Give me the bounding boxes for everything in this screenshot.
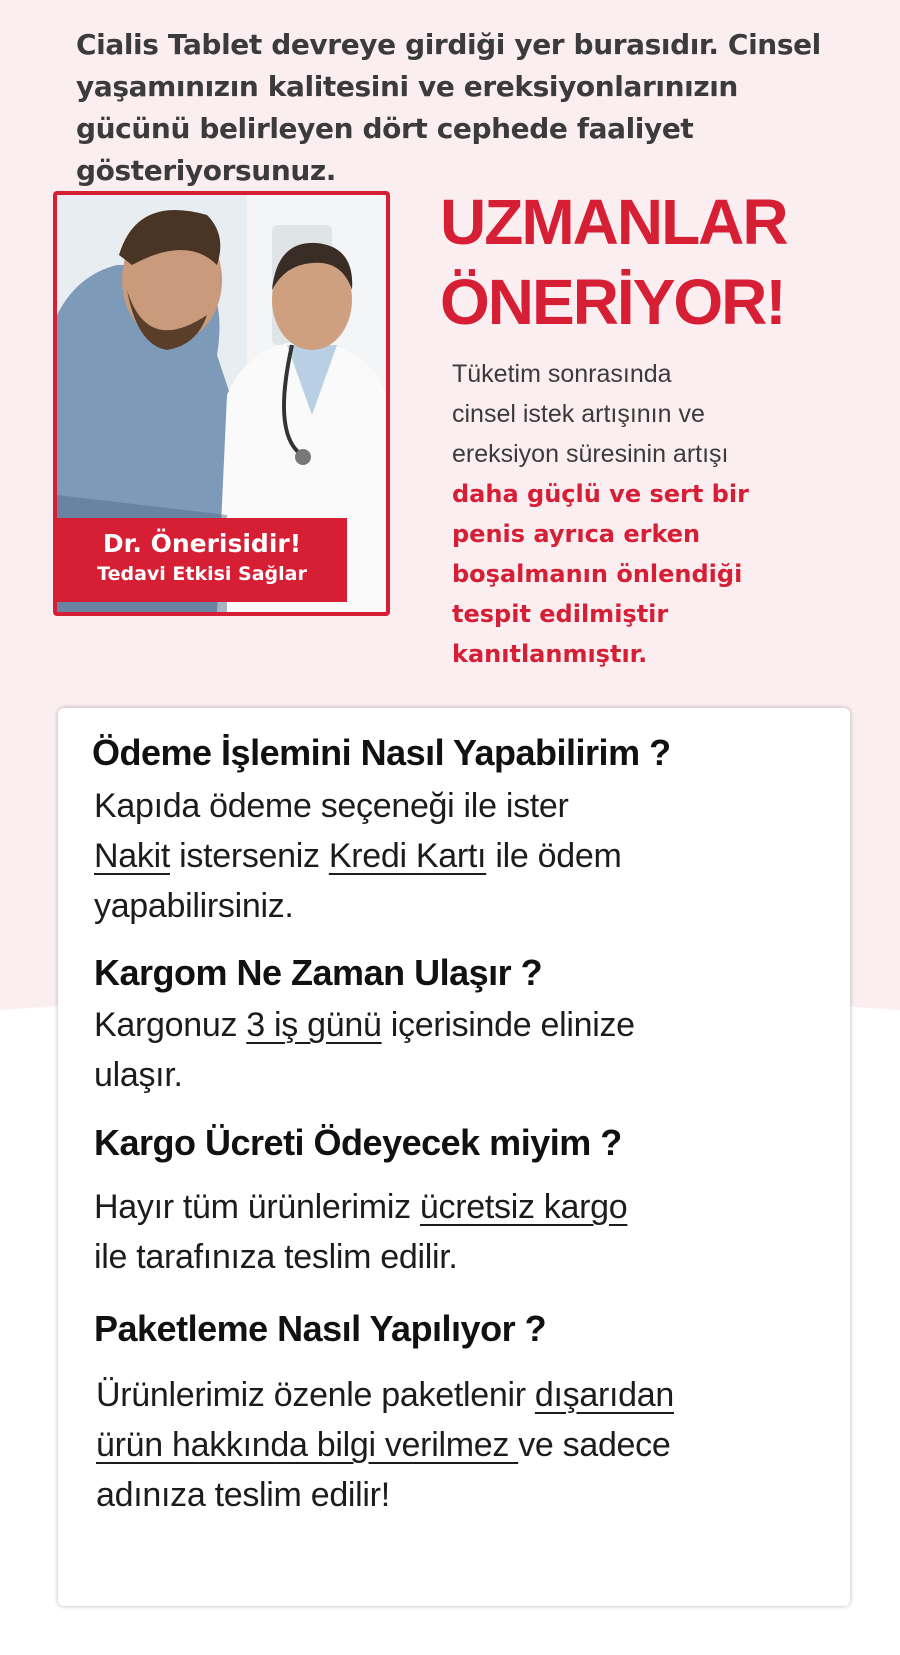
answer-text: ile tarafınıza teslim edilir. bbox=[94, 1238, 458, 1276]
doctor-recommendation-label bbox=[57, 518, 347, 602]
discreet-packaging: ürün hakkında bilgi verilmez bbox=[96, 1426, 519, 1464]
answer-text: ve sadece bbox=[518, 1426, 671, 1464]
faq-answer-delivery-time bbox=[94, 1000, 635, 1100]
experts-description bbox=[452, 354, 882, 674]
answer-text: isterseniz bbox=[169, 837, 329, 875]
highlight-line: boşalmanın önlendiği bbox=[452, 560, 743, 588]
faq-question-packaging: Paketleme Nasıl Yapılıyor ? bbox=[94, 1308, 547, 1349]
answer-text: Hayır tüm ürünlerimiz bbox=[94, 1188, 420, 1226]
answer-text: Kapıda ödeme seçeneği ile ister bbox=[94, 787, 569, 825]
faq-question-payment: Ödeme İşlemini Nasıl Yapabilirim ? bbox=[92, 732, 671, 773]
experts-headline bbox=[440, 182, 880, 342]
free-shipping: ücretsiz kargo bbox=[419, 1188, 628, 1226]
highlight-line: penis ayrıca erken bbox=[452, 520, 701, 548]
highlight-line: tespit edilmiştir bbox=[452, 600, 669, 628]
headline-line-1: UZMANLAR bbox=[440, 186, 787, 258]
doctor-photo-card bbox=[53, 191, 390, 616]
label-subtitle: Tedavi Etkisi Sağlar bbox=[97, 563, 307, 585]
credit-card-option: Kredi Kartı bbox=[328, 837, 487, 875]
faq-question-delivery-time: Kargom Ne Zaman Ulaşır ? bbox=[94, 952, 543, 993]
answer-text: ile ödem bbox=[486, 837, 622, 875]
answer-text: adınıza teslim edilir! bbox=[96, 1476, 390, 1514]
discreet-packaging: dışarıdan bbox=[534, 1376, 674, 1414]
headline-line-2: ÖNERİYOR! bbox=[440, 266, 785, 338]
faq-question-shipping-fee: Kargo Ücreti Ödeyecek miyim ? bbox=[94, 1122, 622, 1163]
description-line: Tüketim sonrasında bbox=[452, 360, 672, 388]
label-title: Dr. Önerisidir! bbox=[102, 529, 302, 558]
answer-text: yapabilirsiniz. bbox=[94, 887, 294, 925]
cash-option: Nakit bbox=[94, 837, 170, 875]
faq-answer-payment bbox=[94, 781, 621, 931]
faq-answer-packaging bbox=[96, 1370, 674, 1520]
description-line: cinsel istek artışının ve bbox=[452, 400, 705, 428]
answer-text: Ürünlerimiz özenle paketlenir bbox=[96, 1376, 535, 1414]
faq-card bbox=[58, 708, 850, 1606]
answer-text: içerisinde elinize bbox=[381, 1006, 635, 1044]
faq-answer-shipping-fee bbox=[94, 1182, 627, 1282]
answer-text: Kargonuz bbox=[94, 1006, 247, 1044]
answer-text: ulaşır. bbox=[94, 1056, 183, 1094]
highlight-line: kanıtlanmıştır. bbox=[452, 640, 648, 668]
highlight-line: daha güçlü ve sert bir bbox=[452, 480, 749, 508]
delivery-days: 3 iş günü bbox=[246, 1006, 382, 1044]
intro-text: Cialis Tablet devreye girdiği yer burasıdır. Cinsel yaşamınızın kalitesini ve ereksiyonlarınızın gücünü belirleyen dört cephede faaliyet gösteriyorsunuz. bbox=[76, 28, 821, 187]
description-line: ereksiyon süresinin artışı bbox=[452, 440, 729, 468]
